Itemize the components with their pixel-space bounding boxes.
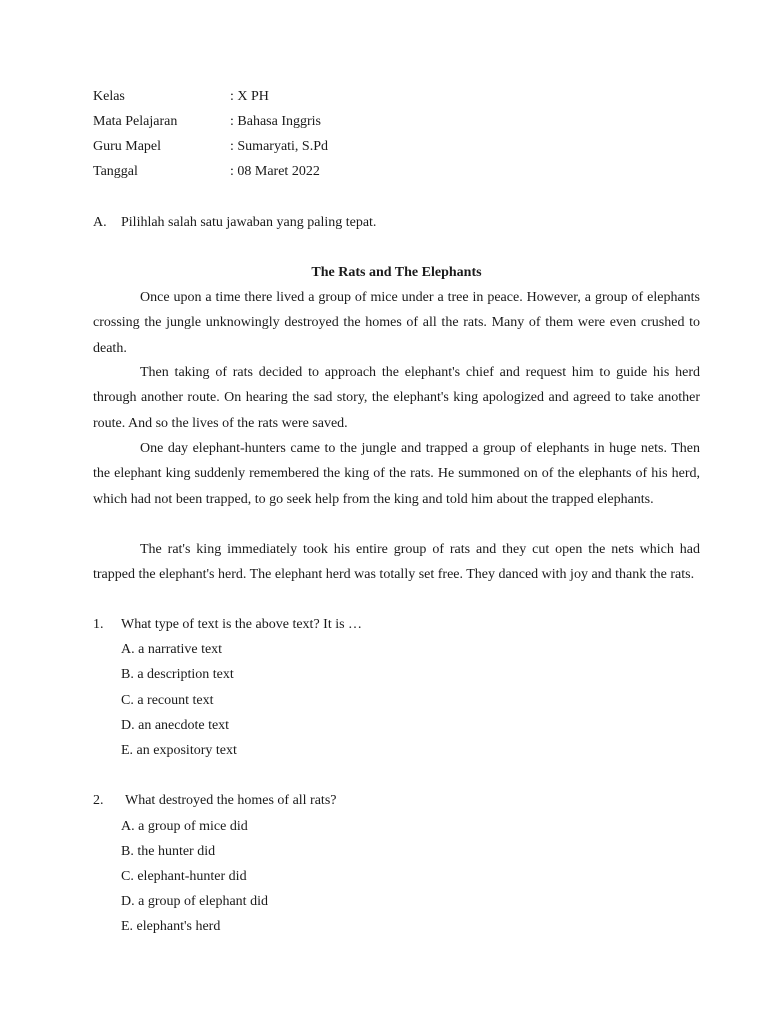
answer-option: C. elephant-hunter did [121, 869, 247, 884]
answer-option: E. elephant's herd [121, 919, 221, 934]
question-text: What destroyed the homes of all rats? [125, 793, 337, 808]
answer-option: D. a group of elephant did [121, 894, 268, 909]
header-value: : Sumaryati, S.Pd [230, 139, 329, 154]
answer-option: D. an anecdote text [121, 718, 230, 733]
story-title: The Rats and The Elephants [311, 265, 482, 280]
section-letter: A. [93, 215, 107, 230]
answer-option: B. the hunter did [121, 844, 216, 859]
story-paragraph: One day elephant-hunters came to the jungle and trapped a group of elephants in huge nets. Then the elephant king suddenly remembered the king of the rats. He summoned on of the elephants of his herd, which had not been trapped, to go seek help from the king and told him about the trapped elephants. [93, 441, 700, 507]
header-value: : 08 Maret 2022 [230, 164, 320, 179]
answer-option: B. a description text [121, 667, 234, 682]
story-paragraph: The rat's king immediately took his entire group of rats and they cut open the nets which had trapped the elephant's herd. The elephant herd was totally set free. They danced with joy and thank the rats. [93, 542, 700, 583]
header-label: Mata Pelajaran [93, 114, 178, 129]
answer-option: C. a recount text [121, 693, 214, 708]
story-paragraph: Once upon a time there lived a group of mice under a tree in peace. However, a group of elephants crossing the jungle unknowingly destroyed the homes of all the rats. Many of them were even crushed to death. [93, 290, 700, 356]
header-label: Kelas [93, 89, 125, 104]
question-number: 2. [93, 793, 104, 808]
answer-option: A. a group of mice did [121, 819, 248, 834]
header-value: : X PH [230, 89, 269, 104]
header-value: : Bahasa Inggris [230, 114, 321, 129]
question-number: 1. [93, 617, 104, 632]
story-paragraph: Then taking of rats decided to approach the elephant's chief and request him to guide his herd through another route. On hearing the sad story, the elephant's king apologized and agreed to take another route. And so the lives of the rats were saved. [93, 365, 700, 431]
question-1 [93, 612, 362, 637]
answer-option: E. an expository text [121, 743, 237, 758]
question-text: What type of text is the above text? It is … [121, 617, 363, 632]
header-label: Guru Mapel [93, 139, 162, 154]
header-label: Tanggal [93, 164, 138, 179]
question-2 [93, 788, 336, 813]
answer-option: A. a narrative text [121, 642, 223, 657]
section-instruction: Pilihlah salah satu jawaban yang paling tepat. [121, 215, 377, 230]
